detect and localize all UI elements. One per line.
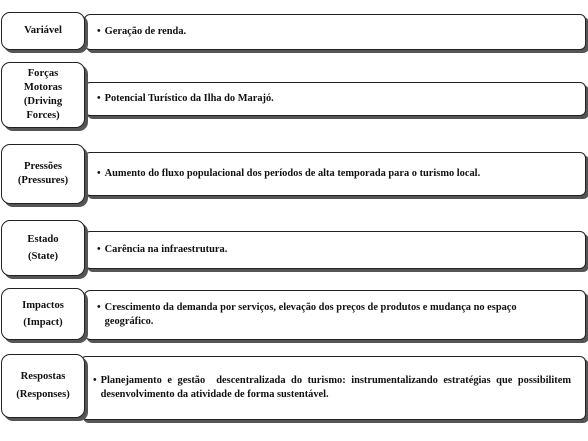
label-driving-forces: Forças Motoras (Driving Forces) — [23, 68, 63, 121]
bullet-icon: • — [93, 375, 97, 386]
content-box-impact — [84, 290, 586, 340]
label-responses: Respostas (Responses) — [16, 371, 70, 400]
item-responses: Planejamento e gestão descentralizada do turismo: instrumentalizando estratégias que possibilitem desenvolvimento da atividade de forma sustentável. — [100, 375, 574, 400]
bullet-icon: • — [97, 93, 101, 104]
label-state: Estado (State) — [27, 234, 59, 262]
bullet-icon: • — [97, 244, 101, 255]
row-driving-forces — [0, 62, 588, 130]
label-impact: Impactos (Impact) — [22, 300, 64, 328]
row-variavel — [0, 10, 588, 52]
content-box-state — [84, 231, 586, 269]
bullet-icon: • — [97, 168, 101, 179]
label-box-pressures — [1, 144, 85, 204]
item-impact: Crescimento da demanda por serviços, elevação dos preços de produtos e mudança no espaço geográfico. — [104, 302, 517, 327]
row-responses — [0, 354, 588, 422]
content-box-pressures — [84, 152, 586, 196]
row-state — [0, 218, 588, 280]
bullet-icon: • — [97, 26, 101, 37]
label-variavel: Variável — [24, 25, 62, 36]
item-variavel: Geração de renda. — [104, 26, 187, 37]
row-impact — [0, 286, 588, 342]
item-driving-forces: Potencial Turístico da Ilha do Marajó. — [104, 93, 274, 104]
content-box-driving-forces — [84, 82, 586, 116]
content-box-variavel — [84, 14, 586, 50]
content-box-responses — [80, 356, 586, 420]
label-pressures: Pressões (Pressures) — [17, 161, 69, 186]
bullet-icon: • — [97, 302, 101, 313]
label-box-variavel — [1, 12, 85, 50]
row-pressures — [0, 144, 588, 206]
label-box-state — [1, 220, 85, 276]
item-state: Carência na infraestrutura. — [104, 244, 228, 255]
label-box-impact — [1, 288, 85, 340]
item-pressures: Aumento do fluxo populacional dos períodos de alta temporada para o turismo local. — [104, 168, 481, 179]
label-box-responses — [1, 354, 85, 418]
label-box-driving-forces — [1, 62, 85, 128]
